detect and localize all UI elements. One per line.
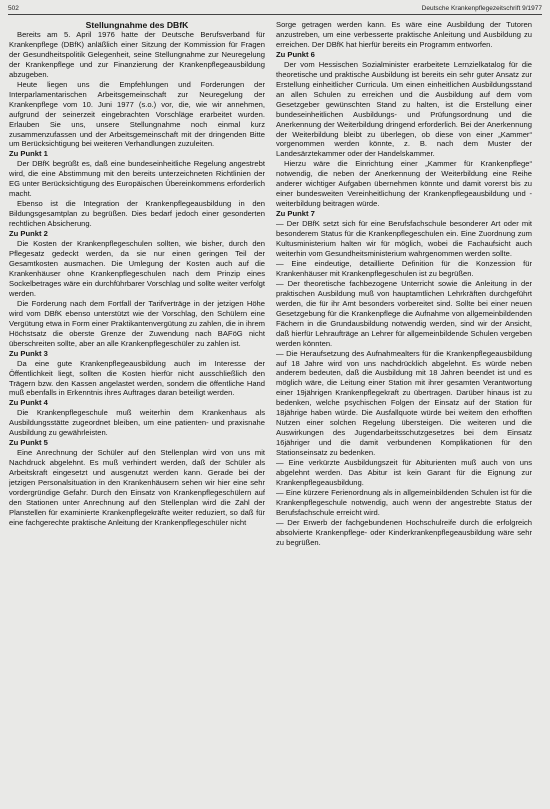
list-item: — Der theoretische fachbezogene Unterricht sowie die Anleitung in der praktischen Ausbildung muß von hauptamtlichen Lehrkräften durchgeführt werden, die für ihr Amt besonders vorbereitet sind. Sollte bei einer neuen Gesetzgebung für die Krankenpflege die Aufnahme von allgemeinbildenden Fächern in die Grundausbildung notwendig werden, sind wir der Ansicht, daß hierfür Lehraufträge an Lehrer für allgemeinbildende Schulen vergeben werden könnten. — [276, 278, 532, 348]
page-number: 502 — [8, 5, 19, 12]
section-heading: Zu Punkt 2 — [9, 229, 48, 239]
intro-paragraph: Heute liegen uns die Empfehlungen und Forderungen der Interparlamentarischen Arbeitsgemeinschaft zur Neuregelung der Krankenpflege vom 10. Juni 1977 (s.o.) vor, die, wie wir annehmen, aufgrund der seinerzeit eingebrachten Vorschläge erarbeitet wurden. Erlauben Sie uns, unsere Stellungnahme noch einmal kurz zusammenzufassen und der Arbeitsgemeinschaft mit der dringenden Bitte um Berücksichtigung bei weiteren Verhandlungen zuzuleiten. — [9, 79, 265, 149]
journal-title: Deutsche Krankenpflegezeitschrift 9/1977 — [421, 5, 542, 12]
body-paragraph: Der vom Hessischen Sozialminister erarbeitete Lernzielkatalog für die theoretische und praktische Ausbildung ist bereits ein sehr guter Ansatz zur Erstellung einheitlicher Curricula. Um einen einheitlichen Ausbildungsstand an allen Schulen zu erreichen und die Ausbildung auf dem vom Gesetzgeber gewünschten Stand zu halten, ist die Erstellung einer bundeseinheitlichen Ausbildungs- und Prüfungsordnung und die Anerkennung der Weiterbildung dringend erforderlich. Bei der Anerkennung der Weiterbildung bleibt zu überlegen, ob diese von einer „Kammer“ vorgenommen werden könnte, z. B. nach dem Muster der Landesärztekammer oder der Handelskammer. — [276, 59, 532, 159]
section-heading: Zu Punkt 5 — [9, 438, 48, 448]
section-heading: Zu Punkt 7 — [276, 209, 315, 219]
body-paragraph: Die Krankenpflegeschule muß weiterhin dem Krankenhaus als Ausbildungsstätte zugeordnet bleiben, um eine patienten- und praxisnahe Ausbildung zu gewährleisten. — [9, 408, 265, 438]
body-paragraph: Sorge getragen werden kann. Es wäre eine Ausbildung der Tutoren anzustreben, um eine verbesserte praktische Anleitung und Ausbildung zu erreichen. Der DBfK hat hierfür bereits ein Programm entworfen. — [276, 20, 532, 49]
header-rule — [8, 14, 542, 15]
section-heading: Zu Punkt 4 — [9, 398, 48, 408]
left-column — [9, 20, 265, 802]
list-item: — Eine verkürzte Ausbildungszeit für Abiturienten muß auch von uns abgelehnt werden. Das Abitur ist kein Garant für die Eignung zur Krankenpflegeausbildung. — [276, 458, 532, 487]
section-heading: Zu Punkt 6 — [276, 49, 315, 59]
intro-paragraph: Bereits am 5. April 1976 hatte der Deutsche Berufsverband für Krankenpflege (DBfK) anläßlich einer Sitzung der Kommission für Fragen der Gesundheitspolitik Gelegenheit, seine Stellungnahme zur Neuregelung der Krankenpflege und zur Finanzierung der Krankenpflegeausbildung abzugeben. — [9, 30, 265, 79]
body-paragraph: Die Kosten der Krankenpflegeschulen sollten, wie bisher, durch den Pflegesatz gedeckt werden, da sie nur einen geringen Teil der Gesamtkosten ausmachen. Die Umlegung der Kosten auch auf die Krankenhäuser ohne Krankenpflegeschulen nach dem Prinzip eines Sockelbetrages wäre ein durchführbarer Vorschlag und sollte weiter verfolgt werden. — [9, 239, 265, 298]
list-item: — Der Erwerb der fachgebundenen Hochschulreife durch die erfolgreich absolvierte Krankenpflege- oder Kinderkrankenpflegeausbildung wäre sehr zu begrüßen. — [276, 517, 532, 547]
list-item: — Die Heraufsetzung des Aufnahmealters für die Krankenpflegeausbildung auf 18 Jahre wird von uns nachdrücklich abgelehnt. Es würde neben anderem bedeuten, daß die Ausbildung mit 18 Jahren beendet ist und es möglich wäre, die Leitung einer Station mit ihrer gesamten Verantwortung einer 19jährigen Krankenpflegekraft zu übertragen. Darüber hinaus ist zu bedenken, welche psychischen Folgen der Einsatz auf der Station für 18jährige haben würde. Die Ausfallquote würde bei weitem den erhofften Nutzen einer solchen Regelung übersteigen. Die weiteren und die Auswirkungen des Jugendarbeitsschutzgesetzes bei dem Einsatz 16jähriger und die damit verbundenen Komplikationen für den Stationseinsatz zu bedenken. — [276, 348, 532, 458]
body-paragraph: Eine Anrechnung der Schüler auf den Stellenplan wird von uns mit Nachdruck abgelehnt. Es muß verhindert werden, daß der Schüler als Arbeitskraft eingesetzt und ausgenutzt werden kann. Gerade bei der jetzigen Personalsituation in den Krankenhäusern sehen wir hier eine sehr vordergründige Gefahr. Durch den Einsatz von Krankenpflegeschülern auf den Stationen unter Anrechnung auf den Stellenplan wird die Zahl der Planstellen für examinierte Krankenpflegekräfte weiter reduziert, so daß für eine fachgerechte praktische Anleitung der Krankenpflegeschüler nicht — [9, 448, 265, 527]
body-paragraph: Hierzu wäre die Einrichtung einer „Kammer für Krankenpflege“ notwendig, die neben der Anerkennung der Weiterbildung eine Reihe anderer wichtiger Aufgaben übernehmen könnte und damit vorerst bis zu einer bundesweiten Vereinheitlichung der Krankenpflegeausbildung und -weiterbildung beitragen würde. — [276, 159, 532, 209]
section-heading: Zu Punkt 3 — [9, 348, 48, 358]
body-paragraph: Da eine gute Krankenpflegeausbildung auch im Interesse der Öffentlichkeit liegt, sollten die Kosten hierfür nicht ausschließlich den Trägern bzw. den Kassen angelastet werden, sondern die öffentliche Hand muß ebenfalls in Erkenntnis ihres Auftrages daran beteiligt werden. — [9, 358, 265, 398]
body-paragraph: Die Forderung nach dem Fortfall der Tarifverträge in der jetzigen Höhe wird vom DBfK ebenso unterstützt wie der Vorschlag, den Schülern eine Vergütung etwa in Form einer Praktikantenvergütung zu zahlen, die in ihrem Höchstsatz die oberste Grenze der Zuwendung nach BAFöG nicht überschreiten sollte, aber an alle Krankenpflegeschüler zu zahlen ist. — [9, 298, 265, 348]
right-column — [276, 20, 532, 802]
list-item: — Der DBfK setzt sich für eine Berufsfachschule besonderer Art oder mit besonderem Status für die Krankenpflegeschulen ein. Eine Zuordnung zum Kultusministerium halten wir für möglich, wobei die Fachaufsicht auch weiterhin vom Gesundheitsministerium wahrgenommen werden sollte. — [276, 219, 532, 259]
body-paragraph: Der DBfK begrüßt es, daß eine bundeseinheitliche Regelung angestrebt wird, die eine Abstimmung mit den bereits unterzeichneten Richtlinien der EG unter Berücksichtigung des Europäischen Übereinkommens erforderlich macht. — [9, 159, 265, 199]
article-title: Stellungnahme des DBfK — [85, 20, 189, 30]
list-item: — Eine eindeutige, detaillierte Definition für die Konzession für Krankenhäuser mit Krankenpflegeschulen ist zu begrüßen. — [276, 258, 532, 278]
body-paragraph: Ebenso ist die Integration der Krankenpflegeausbildung in den Bildungsgesamtplan zu begrüßen. Dies bedarf jedoch einer gesonderten rechtlichen Absicherung. — [9, 199, 265, 229]
list-item: — Eine kürzere Ferienordnung als in allgemeinbildenden Schulen ist für die Krankenpflegeschule notwendig, auch wenn der angestrebte Status der Berufsfachschule erreicht wird. — [276, 487, 532, 517]
section-heading: Zu Punkt 1 — [9, 149, 48, 159]
